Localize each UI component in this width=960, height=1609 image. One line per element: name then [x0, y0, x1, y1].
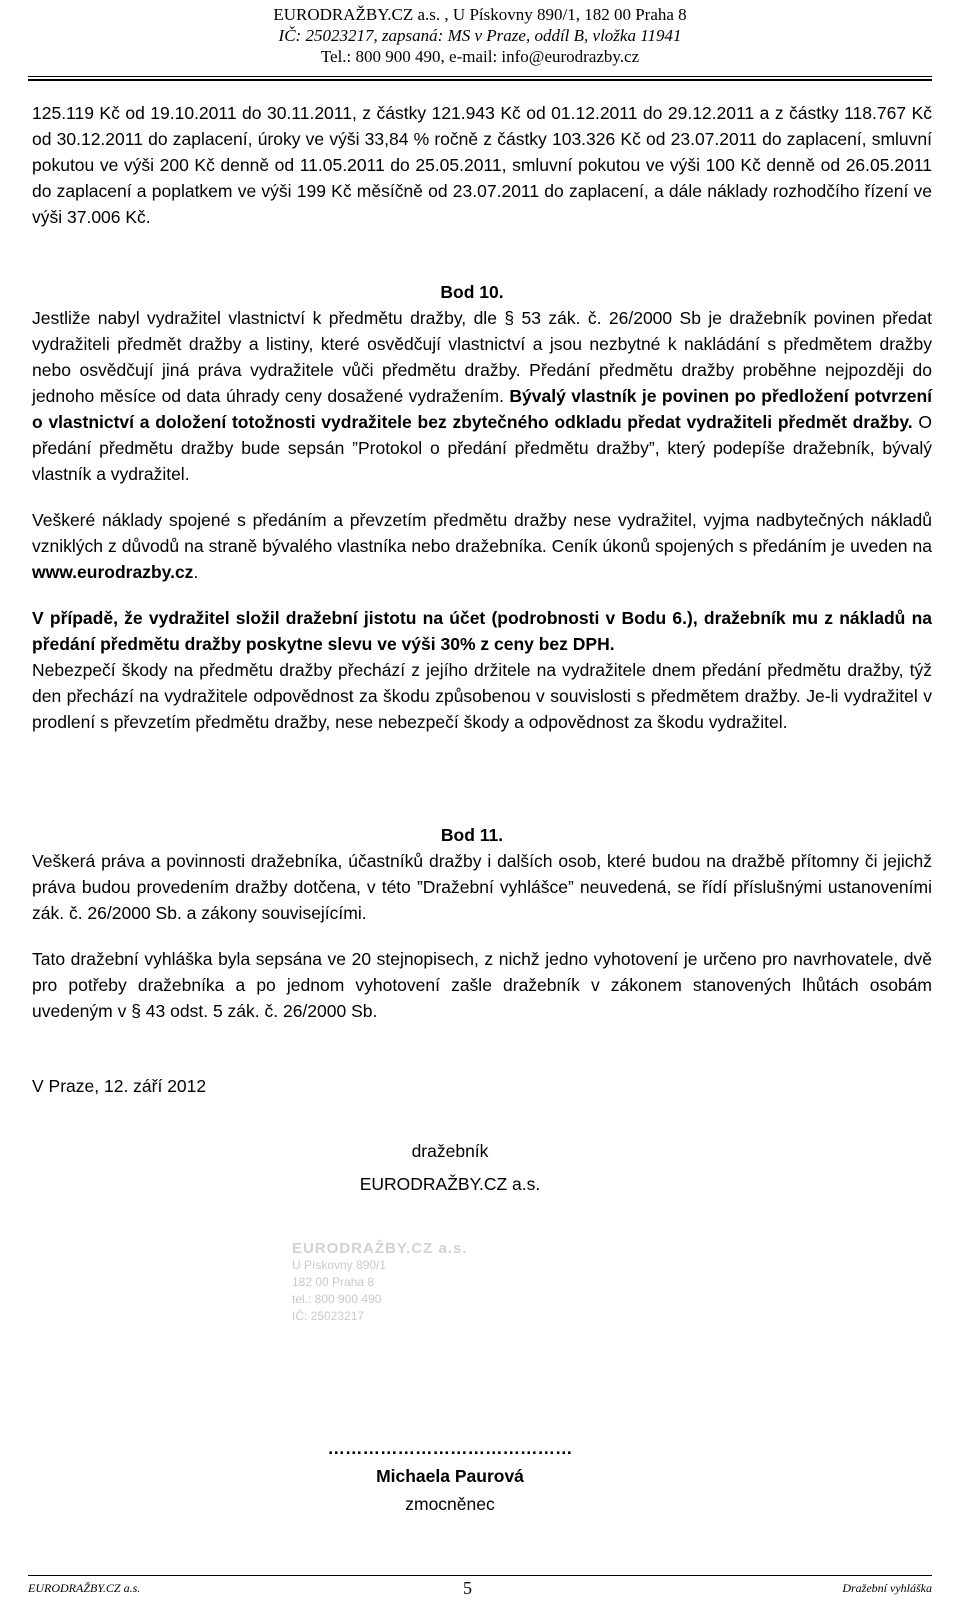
letterhead	[0, 4, 960, 67]
stamp-line-4: tel.: 800 900 490	[292, 1292, 382, 1306]
signature-role: dražebník	[411, 1141, 489, 1161]
signature-title: zmocněnec	[405, 1494, 495, 1514]
signature-company: EURODRAŽBY.CZ a.s.	[359, 1174, 541, 1194]
bod-10-section	[32, 279, 932, 735]
bod-10-paragraph-3: V případě, že vydražitel složil dražební jistotu na účet (podrobnosti v Bodu 6.), dražebník mu z nákladů na předání předmětu dražby poskytne slevu ve výši 30% z ceny bez DPH.	[32, 608, 932, 654]
page-number: 5	[463, 1578, 472, 1598]
bod-10-paragraph-1	[32, 305, 932, 487]
intro-block	[32, 100, 932, 230]
intro-paragraph: 125.119 Kč od 19.10.2011 do 30.11.2011, z částky 121.943 Kč od 01.12.2011 do 29.12.2011 a z částky 118.767 Kč od 30.12.2011 do zaplacení, úroky ve výši 33,84 % ročně z částky 103.326 Kč od 23.07.2011 do zaplacení, smluvní pokutou ve výši 200 Kč denně od 11.05.2011 do 25.05.2011, smluvní pokutou ve výši 100 Kč denně od 26.05.2011 do zaplacení a poplatkem ve výši 199 Kč měsíčně od 23.07.2011 do zaplacení, a dále náklady rozhodčího řízení ve výši 37.006 Kč.	[32, 103, 932, 227]
footer-document-name: Dražební vyhláška	[842, 1581, 932, 1595]
place-date: V Praze, 12. září 2012	[32, 1076, 207, 1096]
bod-11-heading: Bod 11.	[440, 825, 504, 845]
website-link[interactable]: www.eurodrazby.cz	[32, 562, 194, 582]
bod-10-paragraph-4: Nebezpečí škody na předmětu dražby přechází z jejího držitele na vydražitele dnem předání předmětu dražby, týž den přechází na vydražitele odpovědnost za škodu způsobenou v souvislosti s předmětem dražby. Je-li vydražitel v prodlení s převzetím předmětu dražby, nese nebezpečí škody a odpovědnost za škodu vydražitel.	[32, 660, 932, 732]
signature-name: Michaela Paurová	[376, 1466, 524, 1486]
company-stamp	[292, 1240, 482, 1400]
bod-10-paragraph-2	[32, 507, 932, 585]
stamp-line-3: 182 00 Praha 8	[292, 1275, 375, 1289]
bod-10-p1-text: Jestliže nabyl vydražitel vlastnictví k předmětu dražby, dle § 53 zák. č. 26/2000 Sb je dražebník povinen předat vydražiteli předmět dražby a listiny, které osvědčují vlastnictví a jsou nezbytné k nakládání s předmětem dražby nebo osvědčují jiná práva vydražitele vůči předmětu dražby. Předání předmětu dražby proběhne nejpozději do jednoho měsíce od data úhrady ceny dosažené vydražením.	[32, 308, 932, 406]
footer-divider	[28, 1575, 932, 1576]
letterhead-line-2: IČ: 25023217, zapsaná: MS v Praze, oddíl B, vložka 11941	[278, 26, 682, 45]
stamp-line-2: U Pískovny 890/1	[292, 1258, 387, 1272]
stamp-line-5: IČ: 25023217	[292, 1309, 365, 1323]
bod-10-p2-end: .	[193, 562, 199, 582]
footer-company: EURODRAŽBY.CZ a.s.	[28, 1581, 141, 1595]
bod-11-paragraph-2: Tato dražební vyhláška byla sepsána ve 20 stejnopisech, z nichž jedno vyhotovení je určeno pro navrhovatele, dvě pro potřeby dražebníka a po jednom vyhotovení zašle dražebník v zákonem stanovených lhůtách osobám uvedeným v § 43 odst. 5 zák. č. 26/2000 Sb.	[32, 949, 932, 1021]
signature-dots: ……………………………………	[327, 1438, 573, 1458]
letterhead-divider	[28, 76, 932, 77]
letterhead-line-3: Tel.: 800 900 490, e-mail: info@eurodrazby.cz	[320, 47, 640, 66]
bod-10-p1-bold: Bývalý vlastník je povinen po předložení potvrzení o vlastnictví a doložení totožnosti vydražitele bez zbytečného odkladu předat vydražiteli předmět dražby.	[32, 386, 932, 432]
bod-11-paragraph-1: Veškerá práva a povinnosti dražebníka, účastníků dražby i dalších osob, které budou na dražbě přítomny či jejichž práva budou provedením dražby dotčena, v této ”Dražební vyhlášce” neuvedená, se řídí příslušnými ustanoveními zák. č. 26/2000 Sb. a zákony souvisejícími.	[32, 851, 932, 923]
letterhead-divider-thick	[28, 79, 932, 81]
bod-10-p2-text: Veškeré náklady spojené s předáním a převzetím předmětu dražby nese vydražitel, vyjma nadbytečných nákladů vzniklých z důvodů na straně bývalého vlastníka nebo dražebníka. Ceník úkonů spojených s předáním je uveden na	[32, 510, 932, 556]
bod-11-section	[32, 822, 932, 1024]
stamp-line-1: EURODRAŽBY.CZ a.s.	[292, 1240, 468, 1257]
bod-10-heading: Bod 10.	[440, 282, 504, 302]
letterhead-line-1: EURODRAŽBY.CZ a.s. , U Pískovny 890/1, 182 00 Praha 8	[273, 5, 687, 24]
bod-10-p1-end: O předání předmětu dražby bude sepsán ”Protokol o předání předmětu dražby”, který podepíše dražebník, bývalý vlastník a vydražitel.	[32, 412, 932, 484]
